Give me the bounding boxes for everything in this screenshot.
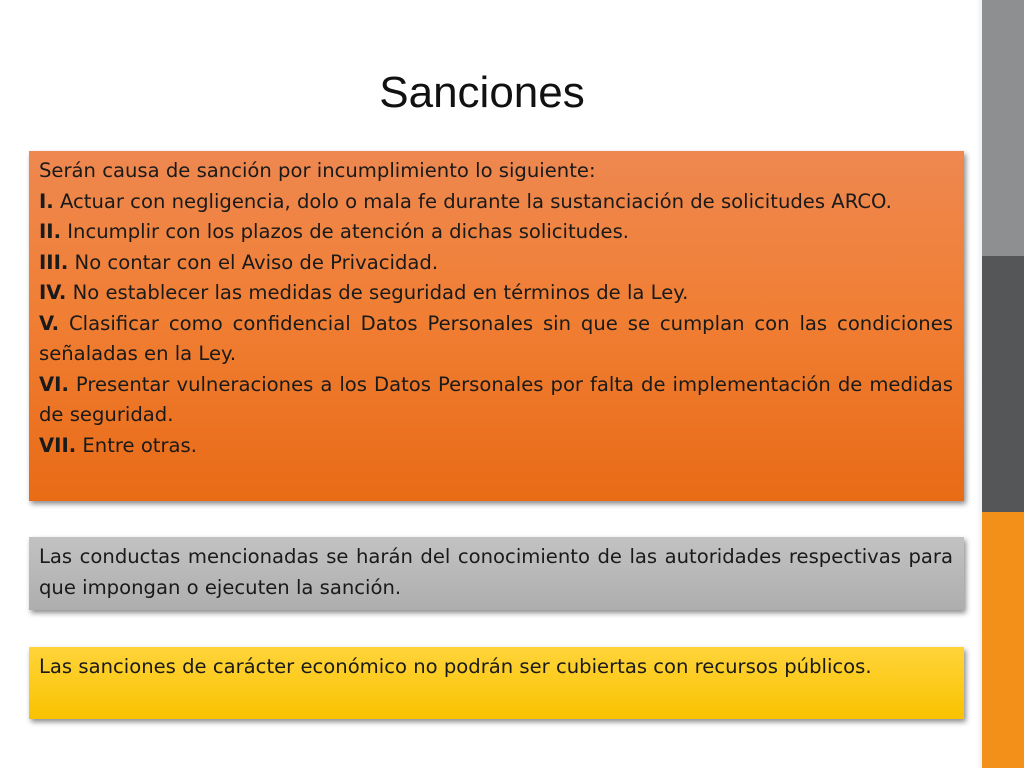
cause-text: Entre otras. [76,433,197,457]
cause-text: Clasificar como confidencial Datos Personales sin que se cumplan con las condiciones señaladas en la Ley. [39,311,953,365]
cause-item [39,187,953,218]
sidebar-gray-block [982,0,1024,256]
authorities-note-text: Las conductas mencionadas se harán del conocimiento de las autoridades respectivas para que impongan o ejecuten la sanción. [39,545,953,599]
economic-sanctions-box [29,647,964,719]
cause-number: I. [39,189,54,213]
cause-number: VI. [39,372,69,396]
cause-number: V. [39,311,60,335]
causes-intro: Serán causa de sanción por incumplimiento lo siguiente: [39,159,596,182]
causes-box [29,151,964,501]
cause-item [39,370,953,431]
cause-item [39,431,953,462]
slide-title: Sanciones [379,68,585,117]
sidebar-orange-block [982,512,1024,768]
cause-text: Presentar vulneraciones a los Datos Personales por falta de implementación de medidas de seguridad. [39,372,953,426]
cause-number: II. [39,220,62,243]
economic-sanctions-text: Las sanciones de carácter económico no podrán ser cubiertas con recursos públicos. [39,655,872,678]
cause-item [39,248,953,279]
cause-number: IV. [39,281,67,304]
sidebar-dark-block [982,256,1024,512]
cause-item [39,217,953,248]
authorities-note-box [29,537,964,610]
cause-text: Actuar con negligencia, dolo o mala fe durante la sustanciación de solicitudes ARCO. [53,189,892,213]
cause-item [39,278,953,309]
cause-number: III. [39,250,69,274]
cause-text: No contar con el Aviso de Privacidad. [68,250,439,274]
cause-item [39,309,953,370]
cause-text: Incumplir con los plazos de atención a dichas solicitudes. [61,220,630,243]
cause-text: No establecer las medidas de seguridad en términos de la Ley. [66,281,689,304]
cause-number: VII. [39,433,77,457]
